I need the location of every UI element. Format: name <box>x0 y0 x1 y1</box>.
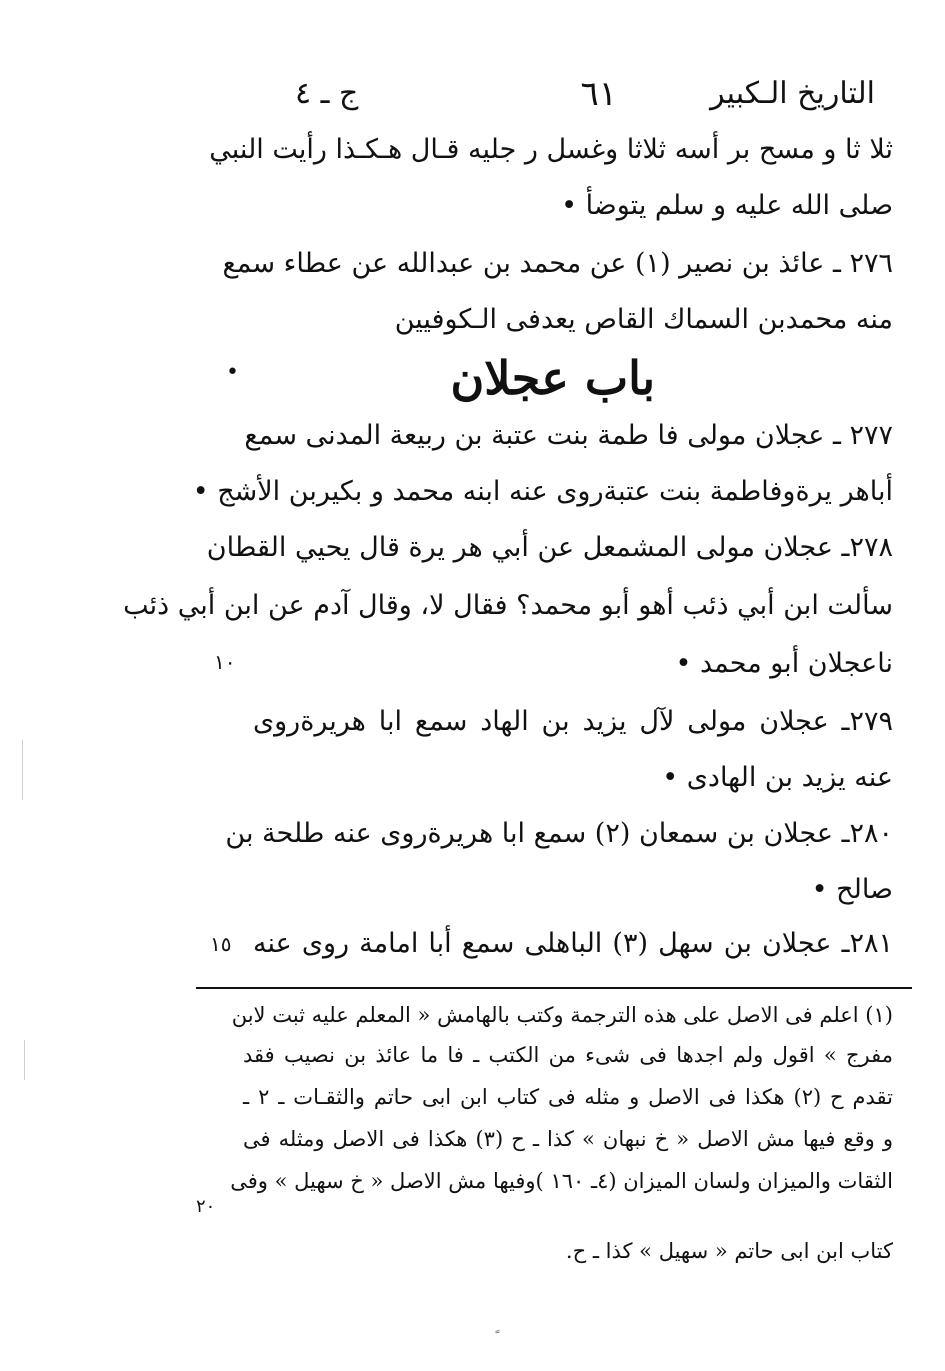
section-dot-marker: • <box>226 360 239 385</box>
entry-279-line: ٢٧٩ـ عجلان مولى لآل يزيد بن الهاد سمع ابا هريرةروى <box>253 706 893 737</box>
body-line: ناعجلان أبو محمد • <box>675 648 893 679</box>
page-header <box>295 72 875 116</box>
entry-277-line: ٢٧٧ ـ عجلان مولى فا طمة بنت عتبة بن ربيعة المدنى سمع <box>244 420 893 451</box>
entry-278-line: ٢٧٨ـ عجلان مولى المشمعل عن أبي هر يرة قال يحيي القطان <box>206 532 893 563</box>
scan-artifact-line <box>24 1040 25 1080</box>
footnote-line: (١) اعلم فى الاصل على هذه الترجمة وكتب بالهامش « المعلم عليه ثبت لابن <box>231 1003 893 1027</box>
body-line: صلى الله عليه و سلم يتوضأ • <box>561 190 893 221</box>
margin-line-number: ١٥ <box>210 932 232 956</box>
footnote-separator <box>196 987 912 989</box>
footnote-line: مفرج » اقول ولم اجدها فى شىء من الكتب ـ فا ما عائذ بن نصيب فقد <box>243 1043 893 1067</box>
body-line: أباهر يرةوفاطمة بنت عتبةروى عنه ابنه محمد و بكيربن الأشج • <box>192 476 893 507</box>
footnote-line: و وقع فيها مش الاصل « خ نبهان » كذا ـ ح (٣) هكذا فى الاصل ومثله فى <box>243 1127 894 1151</box>
body-line: سألت ابن أبي ذئب أهو أبو محمد؟ فقال لا، وقال آدم عن ابن أبي ذئب <box>123 590 893 621</box>
margin-line-number: ١٠ <box>214 650 236 674</box>
book-title: التاريخ الـكبير <box>710 76 875 111</box>
body-line: صالح • <box>811 874 893 905</box>
margin-line-number: ٢٠ <box>196 1196 216 1217</box>
body-line: منه محمدبن السماك القاص يعدفى الـكوفيين <box>394 304 893 335</box>
footnote-line: تقدم ح (٢) هكذا فى الاصل و مثله فى كتاب ابن ابى حاتم والثقـات ـ ٢ ـ <box>243 1085 894 1109</box>
footnote-line: الثقات والميزان ولسان الميزان (٤ـ ١٦٠ )وفيها مش الاصل « خ سهيل » وفى <box>230 1169 893 1193</box>
page-number: ٦١ <box>580 74 617 114</box>
body-line: ثلا ثا و مسح بر أسه ثلاثا وغسل ر جليه قـال هـكـذا رأيت النبي <box>209 134 893 165</box>
entry-276-line: ٢٧٦ ـ عائذ بن نصير (١) عن محمد بن عبدالله عن عطاء سمع <box>222 248 893 279</box>
entry-280-line: ٢٨٠ـ عجلان بن سمعان (٢) سمع ابا هريرةروى عنه طلحة بن <box>225 818 893 849</box>
section-heading: باب عجلان <box>450 351 655 405</box>
body-line: عنه يزيد بن الهادى • <box>662 762 893 793</box>
volume-label: ج ـ ٤ <box>295 76 359 111</box>
scan-artifact-line <box>22 740 23 800</box>
footnote-line: كتاب ابن ابى حاتم « سهيل » كذا ـ ح. <box>565 1239 893 1263</box>
entry-281-line: ٢٨١ـ عجلان بن سهل (٣) الباهلى سمع أبا امامة روى عنه <box>253 928 893 959</box>
